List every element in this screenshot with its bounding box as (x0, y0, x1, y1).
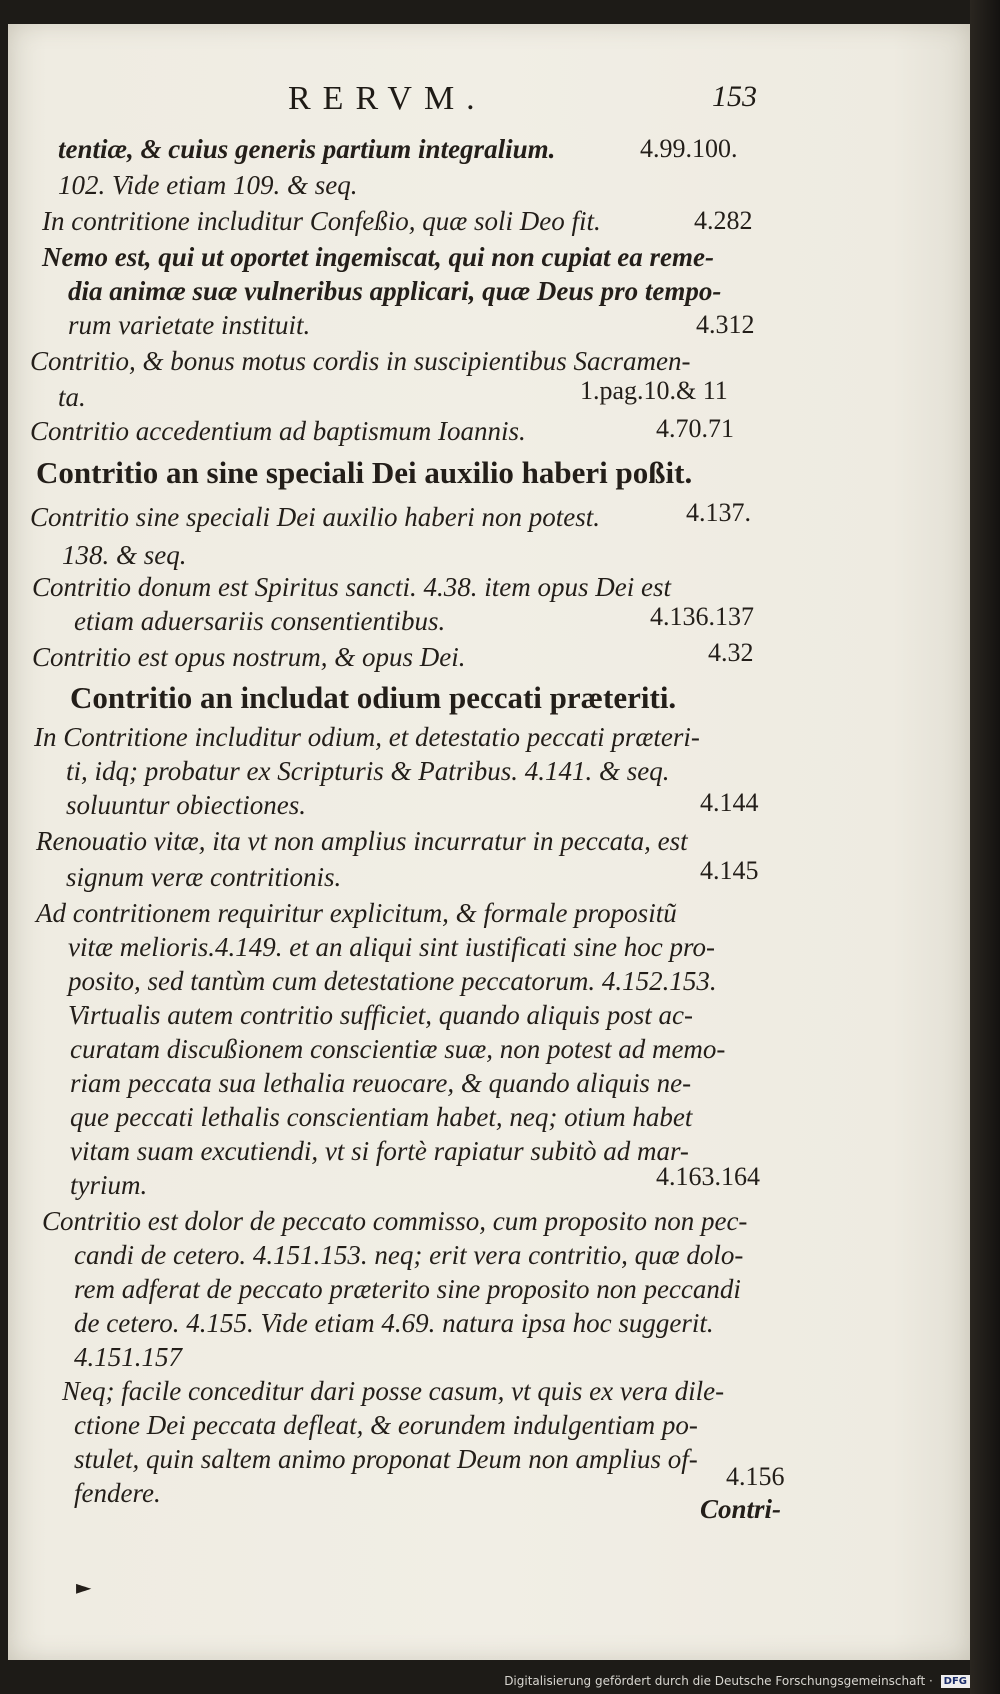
index-line: ctione Dei peccata defleat, & eorundem indulgentiam po- (74, 1410, 698, 1440)
index-line: dia animæ suæ vulneribus applicari, quæ Deus pro tempo- (68, 276, 722, 306)
index-ref: 4.70.71 (656, 414, 734, 443)
index-ref: 4.99.100. (640, 134, 738, 163)
index-line: stulet, quin saltem animo proponat Deum non amplius of- (74, 1444, 698, 1474)
index-ref: 4.156 (726, 1462, 785, 1491)
section-heading: Contritio an sine speciali Dei auxilio haberi poßit. (36, 455, 693, 490)
footer-credit (504, 1674, 970, 1688)
index-line: Nemo est, qui ut oportet ingemiscat, qui non cupiat ea reme- (42, 242, 715, 272)
index-line: Contritio est opus nostrum, & opus Dei. (32, 642, 466, 672)
running-head: RERVM. (288, 80, 487, 117)
footer-text: Digitalisierung gefördert durch die Deutsche Forschungsgemeinschaft · (504, 1674, 933, 1688)
index-line: Renouatio vitæ, ita vt non amplius incurratur in peccata, est (36, 826, 688, 856)
index-ref: 4.136.137 (650, 602, 754, 631)
index-line: In contritione includitur Confeßio, quæ soli Deo fit. (42, 206, 601, 236)
index-line: candi de cetero. 4.151.153. neq; erit vera contritio, quæ dolo- (74, 1240, 744, 1270)
index-line: Neq; facile conceditur dari posse casum, vt quis ex vera dile- (62, 1376, 725, 1406)
index-line: ta. (58, 382, 86, 412)
index-line: Virtualis autem contritio sufficiet, quando aliquis post ac- (68, 1000, 693, 1030)
index-line: curatam discußionem conscientiæ suæ, non potest ad memo- (70, 1034, 726, 1064)
index-ref: 4.312 (696, 310, 755, 339)
index-line: Contritio est dolor de peccato commisso, cum proposito non pec- (42, 1206, 748, 1236)
index-line: In Contritione includitur odium, et detestatio peccati præteri- (34, 722, 700, 752)
page-number: 153 (712, 80, 757, 113)
index-line: tyrium. (70, 1170, 148, 1200)
index-line: vitam suam excutiendi, vt si fortè rapiatur subitò ad mar- (70, 1136, 689, 1166)
index-ref: 4.282 (694, 206, 753, 235)
index-line: riam peccata sua lethalia reuocare, & quando aliquis ne- (70, 1068, 692, 1098)
index-line: soluuntur obiectiones. (66, 790, 306, 820)
index-line: Ad contritionem requiritur explicitum, & formale propositũ (36, 898, 677, 928)
index-line: Contritio sine speciali Dei auxilio haberi non potest. (30, 502, 600, 532)
index-line: 102. Vide etiam 109. & seq. (58, 170, 358, 200)
index-line: rem adferat de peccato præterito sine proposito non peccandi (74, 1274, 741, 1304)
catchword: Contri- (700, 1494, 782, 1524)
index-line: vitæ melioris.4.149. et an aliqui sint iustificati sine hoc pro- (68, 932, 715, 962)
index-line: 4.151.157 (74, 1342, 182, 1372)
dfg-logo-icon: DFG (941, 1675, 970, 1688)
index-line: etiam aduersariis consentientibus. (74, 606, 446, 636)
book-spine (970, 0, 1000, 1694)
index-line: ti, idq; probatur ex Scripturis & Patribus. 4.141. & seq. (66, 756, 670, 786)
index-line: Contritio, & bonus motus cordis in suscipientibus Sacramen- (30, 346, 691, 376)
index-line: fendere. (74, 1478, 161, 1508)
index-line: que peccati lethalis conscientiam habet, neq; otium habet (70, 1102, 693, 1132)
index-line: tentiæ, & cuius generis partium integralium. (58, 134, 556, 164)
index-ref: 1.pag.10.& 11 (580, 376, 728, 405)
index-line: Contritio accedentium ad baptismum Ioannis. (30, 416, 526, 446)
index-ref: 4.145 (700, 856, 759, 885)
index-ref: 4.163.164 (656, 1162, 760, 1191)
index-ref: 4.32 (708, 638, 754, 667)
index-line: 138. & seq. (62, 540, 187, 570)
index-line: signum veræ contritionis. (66, 862, 342, 892)
index-line: de cetero. 4.155. Vide etiam 4.69. natura ipsa hoc suggerit. (74, 1308, 714, 1338)
index-line: posito, sed tantùm cum detestatione peccatorum. 4.152.153. (68, 966, 717, 996)
index-line: Contritio donum est Spiritus sancti. 4.38. item opus Dei est (32, 572, 671, 602)
index-ref: 4.137. (686, 498, 751, 527)
index-line: rum varietate instituit. (68, 310, 311, 340)
pointer-mark-icon: ► (76, 1575, 92, 1599)
index-ref: 4.144 (700, 788, 759, 817)
section-heading: Contritio an includat odium peccati præteriti. (70, 680, 677, 715)
